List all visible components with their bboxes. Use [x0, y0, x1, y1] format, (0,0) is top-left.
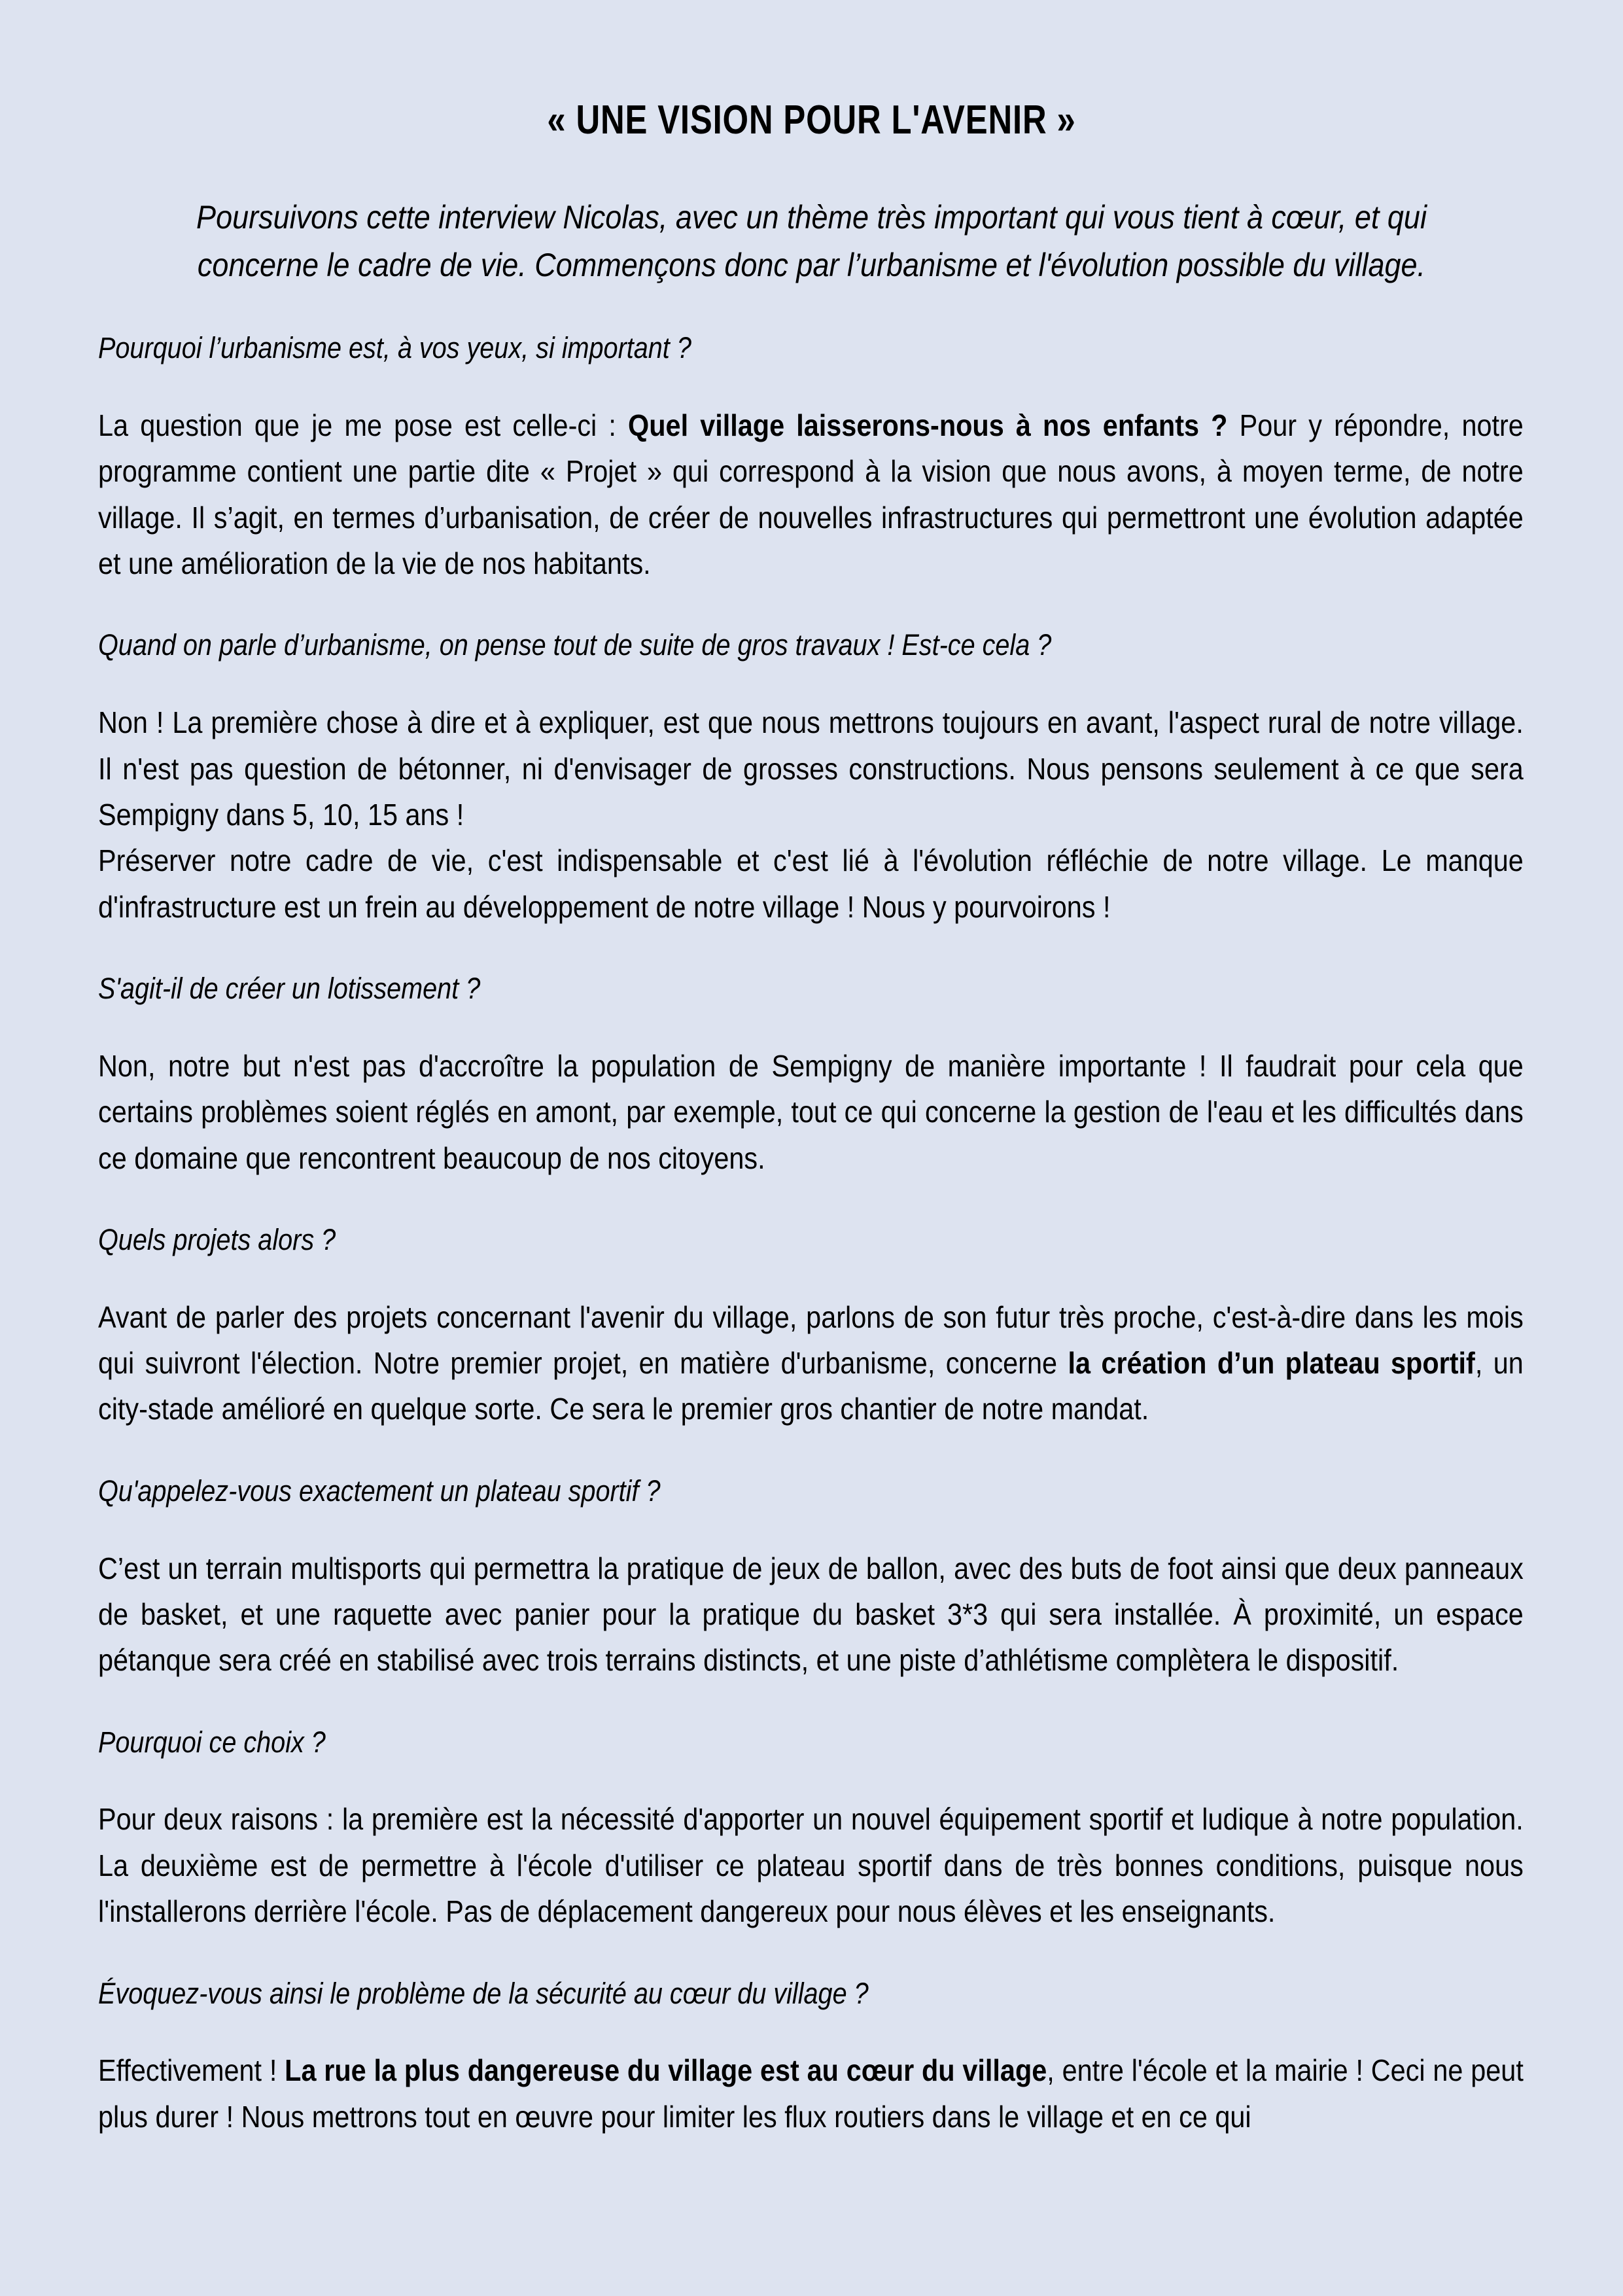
- spacer: [98, 1935, 1525, 1974]
- interview-answer: [98, 402, 1524, 587]
- page-title: « UNE VISION POUR L'AVENIR »: [547, 97, 1076, 143]
- spacer: [98, 1511, 1525, 1545]
- interview-question: Évoquez-vous ainsi le problème de la sécurité au cœur du village ?: [98, 1976, 869, 2010]
- interview-answer: [98, 2047, 1524, 2140]
- spacer: [98, 368, 1525, 402]
- spacer: [98, 665, 1525, 699]
- spacer: [98, 1432, 1525, 1472]
- answer-text: , un city-stade amélioré en quelque sorte. Ce sera le premier gros chantier de notre mandat.: [98, 1346, 1524, 1426]
- spacer: [98, 930, 1525, 969]
- spacer: [98, 289, 1525, 328]
- interview-question: Quels projets alors ?: [98, 1222, 336, 1256]
- interview-answer: [98, 1545, 1524, 1684]
- interview-question: Quand on parle d’urbanisme, on pense tout de suite de gros travaux ! Est-ce cela ?: [98, 628, 1052, 662]
- interview-question: Pourquoi l’urbanisme est, à vos yeux, si important ?: [98, 331, 691, 365]
- answer-text: Pour deux raisons : la première est la nécessité d'apporter un nouvel équipement sportif et ludique à notre population. La deuxième est de permettre à l'école d'utiliser ce plateau sportif dans de très bonnes conditions, puisque nous l'installerons derrière l'école. Pas de déplacement dangereux pour nous élèves et les enseignants.: [98, 1802, 1524, 1929]
- interview-answer: [98, 1043, 1524, 1181]
- answer-text: Effectivement !: [98, 2053, 285, 2088]
- interview-question: Qu'appelez-vous exactement un plateau sportif ?: [98, 1474, 661, 1508]
- answer-text: Pour y répondre, notre programme contient une partie dite « Projet » qui correspond à la vision que nous avons, à moyen terme, de notre village. Il s’agit, en termes d’urbanisation, de créer de nouvelles infrastructures qui permettront une évolution adaptée et une amélioration de la vie de nos habitants.: [98, 408, 1524, 581]
- answer-emphasis: Quel village laisserons-nous à nos enfants ?: [628, 408, 1228, 442]
- interview-body: [98, 289, 1525, 2140]
- spacer: [98, 1684, 1525, 1723]
- interview-question: Pourquoi ce choix ?: [98, 1725, 326, 1759]
- answer-text: C’est un terrain multisports qui permettra la pratique de jeux de ballon, avec des buts de foot ainsi que deux panneaux de basket, et une raquette avec panier pour la pratique du basket 3*3 qui sera installée. À proximité, un espace pétanque sera créé en stabilisé avec trois terrains distincts, et une piste d’athlétisme complètera le dispositif.: [98, 1551, 1524, 1678]
- answer-text: Non ! La première chose à dire et à expliquer, est que nous mettrons toujours en avant, l'aspect rural de notre village. Il n'est pas question de bétonner, ni d'envisager de grosses constructions. Nous pensons seulement à ce que sera Sempigny dans 5, 10, 15 ans !: [98, 705, 1524, 832]
- interview-question: S'agit-il de créer un lotissement ?: [98, 972, 481, 1006]
- interview-answer: [98, 1796, 1524, 1934]
- intro-paragraph: Poursuivons cette interview Nicolas, avec un thème très important qui vous tient à cœur, et qui concerne le cadre de vie. Commençons donc par l’urbanisme et l'évolution possible du village.: [196, 199, 1427, 284]
- answer-text: , entre l'école et la mairie ! Ceci ne peut plus durer ! Nous mettrons tout en œuvre pour limiter les flux routiers dans le village et en ce qui: [98, 2053, 1524, 2134]
- answer-emphasis: la création d’un plateau sportif: [1068, 1346, 1475, 1381]
- answer-text: Non, notre but n'est pas d'accroître la population de Sempigny de manière importante ! Il faudrait pour cela que certains problèmes soient réglés en amont, par exemple, tout ce qui concerne la gestion de l'eau et les difficultés dans ce domaine que rencontrent beaucoup de nos citoyens.: [98, 1048, 1524, 1175]
- spacer: [98, 1260, 1525, 1294]
- spacer: [98, 586, 1525, 626]
- spacer: [98, 1181, 1525, 1220]
- interview-answer: [98, 699, 1524, 930]
- answer-text: Avant de parler des projets concernant l'avenir du village, parlons de son futur très proche, c'est-à-dire dans les mois qui suivront l'élection. Notre premier projet, en matière d'urbanisme, concerne: [98, 1299, 1524, 1381]
- answer-emphasis: La rue la plus dangereuse du village est au cœur du village: [285, 2053, 1047, 2088]
- answer-text: La question que je me pose est celle-ci :: [98, 408, 629, 442]
- spacer: [98, 1009, 1525, 1043]
- interview-answer: [98, 1294, 1524, 1432]
- spacer: [98, 2013, 1525, 2047]
- answer-text: Préserver notre cadre de vie, c'est indispensable et c'est lié à l'évolution réfléchie de notre village. Le manque d'infrastructure est un frein au développement de notre village ! Nous y pourvoirons !: [98, 843, 1524, 924]
- spacer: [98, 1762, 1525, 1796]
